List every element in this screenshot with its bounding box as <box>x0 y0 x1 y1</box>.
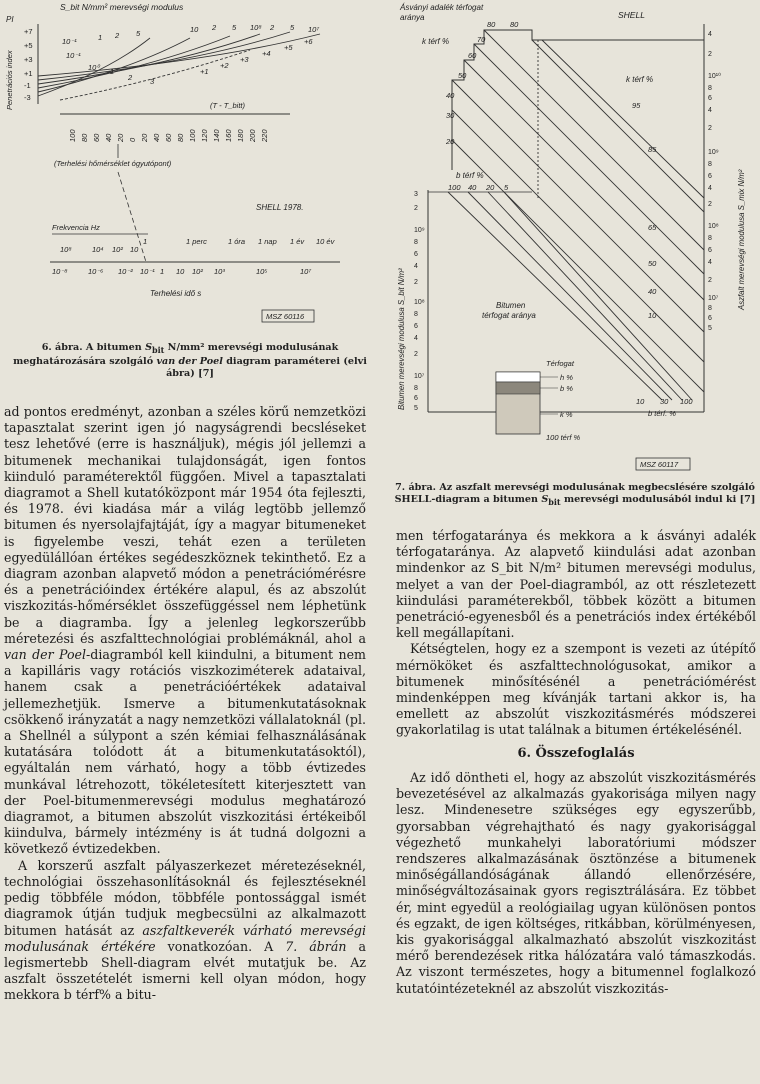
svg-text:1 év: 1 év <box>290 237 305 246</box>
svg-text:140: 140 <box>212 129 221 142</box>
svg-text:10¹⁰: 10¹⁰ <box>708 73 721 80</box>
svg-text:+5: +5 <box>24 41 33 50</box>
svg-text:80: 80 <box>510 20 519 29</box>
svg-text:10: 10 <box>130 245 139 254</box>
right-text-column-top <box>396 528 756 739</box>
svg-text:1: 1 <box>143 237 148 246</box>
svg-text:-3: -3 <box>24 93 31 102</box>
fig6-pi-values <box>24 27 33 102</box>
fig6-freq-ticks <box>60 237 147 254</box>
svg-text:1 perc: 1 perc <box>186 237 207 246</box>
fig7-title-line2: aránya <box>400 13 425 22</box>
fig7-k-label: k térf % <box>422 37 450 46</box>
svg-text:120: 120 <box>200 129 209 142</box>
svg-text:10⁻²: 10⁻² <box>118 267 133 276</box>
svg-text:10⁻⁶: 10⁻⁶ <box>88 267 104 276</box>
fig6-time-markers <box>186 237 336 246</box>
svg-text:10³: 10³ <box>214 267 225 276</box>
svg-text:4: 4 <box>708 107 712 114</box>
svg-text:100: 100 <box>448 183 461 192</box>
svg-text:65: 65 <box>648 223 657 232</box>
fig7-bottom-values <box>636 397 693 406</box>
svg-text:1: 1 <box>110 67 115 76</box>
svg-text:+5: +5 <box>284 43 293 52</box>
svg-text:+4: +4 <box>262 49 271 58</box>
svg-text:50: 50 <box>458 71 467 80</box>
fig7-right-axis-label: Aszfalt merevségi modulusa S_mix N/m² <box>737 169 746 310</box>
svg-text:2: 2 <box>212 23 217 32</box>
svg-text:10⁸: 10⁸ <box>708 223 719 230</box>
svg-text:6: 6 <box>708 247 712 254</box>
right-paragraph-3: Az idő döntheti el, hogy az abszolút viszkozitásmérés bevezetésével az alkalmazás gyakorisága milyen nagy lesz. Mindenesetre szükséges egy egyszerűbb, gyorsabban végrehajtható és nagy gyakorisággal végezhető munkahelyi laboratóriumi módszer rendszeres alkalmazásának ösztönzése a bitumenek minőségállandóságának állandó ellenőrzésére, minőségváltozásainak gyors regisztrálására. Ez többet ér, mint egyedül a reológiailag ugyan különösen pontos és egzakt, de igen költséges, ritkábban, körülményesen, kis gyakorisággal alkalmazható abszolút viszkozitást mérő berendezések ritka hálózatára való támaszkodás. Az viszont természetes, hogy a bitumennel foglalkozó kutatóintézeteknél az abszolút viszkozitás- <box>396 770 756 996</box>
fig6-time-ticks <box>52 267 311 276</box>
svg-text:95: 95 <box>632 101 641 110</box>
fig6-temp-ticks <box>68 129 269 143</box>
svg-text:2: 2 <box>115 31 120 40</box>
fig7-k-top-values <box>445 20 519 146</box>
svg-text:3: 3 <box>414 191 418 198</box>
svg-text:2: 2 <box>708 51 712 58</box>
svg-text:10⁻¹: 10⁻¹ <box>66 51 81 60</box>
svg-text:+3: +3 <box>24 55 33 64</box>
fig7-right-ticks <box>708 31 721 332</box>
svg-text:200: 200 <box>248 129 257 142</box>
fig7-bitumen-label-2: térfogat aránya <box>482 311 536 320</box>
svg-text:10⁻⁸: 10⁻⁸ <box>52 267 68 276</box>
svg-text:40: 40 <box>152 133 161 142</box>
svg-text:6: 6 <box>414 323 418 330</box>
left-paragraph-2: A korszerű aszfalt pályaszerkezet méretezéseknél, technológiai összehasonlításoknál és fejlesztéseknél pedig többféle módon, többféle pontossággal ismét diagramok útján tudjuk megbecsülni az alkalmazott bitumen hatását az aszfaltkeverék várható merevségi modulusának értékére vonatkozóan. A 7. ábrán a legismertebb Shell-diagram elvét mutatjuk be. Az aszfalt összetételét ismerni kell olyan módon, hogy mekkora b térf% a bitu- <box>4 857 366 1003</box>
svg-text:10: 10 <box>636 397 645 406</box>
svg-text:20: 20 <box>446 137 455 146</box>
svg-text:2: 2 <box>414 351 418 358</box>
fig7-left-ticks <box>414 191 425 412</box>
svg-text:+2: +2 <box>220 61 229 70</box>
svg-text:3: 3 <box>150 77 155 86</box>
svg-text:10⁻¹: 10⁻¹ <box>140 267 155 276</box>
figure-6-van-der-poel-diagram <box>0 0 380 340</box>
svg-text:60: 60 <box>468 51 477 60</box>
fig7-k-right-label: k térf % <box>626 75 654 84</box>
fig6-temp-hint: (Terhelési hőmérséklet ógyutópont) <box>54 159 172 168</box>
svg-text:160: 160 <box>224 129 233 142</box>
fig7-diagonal-lines <box>452 30 704 392</box>
svg-text:60: 60 <box>92 133 101 142</box>
fig7-legend-h: h % <box>560 373 573 382</box>
svg-text:80: 80 <box>176 133 185 142</box>
svg-text:10²: 10² <box>192 267 203 276</box>
svg-text:+1: +1 <box>24 69 33 78</box>
svg-text:8: 8 <box>414 239 418 246</box>
svg-text:8: 8 <box>414 311 418 318</box>
svg-text:10 év: 10 év <box>316 237 335 246</box>
right-paragraph-1: men térfogataránya és mekkora a k ásványi adalék térfogataránya. Az alapvető kiindulási adat azonban mindenkor az S_bit N/m² bitumen merevségi modulus, melyet a van der Poel-diagramból, az ott részletezett kiindulási paraméterekből, többek között a bitumen penetráció-egyenesből és a penetrációs index értékéből kell megállapítani. <box>396 528 756 641</box>
svg-text:8: 8 <box>708 85 712 92</box>
svg-text:4: 4 <box>708 31 712 38</box>
svg-text:1: 1 <box>160 267 165 276</box>
fig6-y-axis-label: Penetrációs index <box>5 50 14 110</box>
svg-text:10⁵: 10⁵ <box>256 267 268 276</box>
svg-text:1 óra: 1 óra <box>228 237 246 246</box>
svg-text:6: 6 <box>414 395 418 402</box>
fig7-bitumen-label-1: Bitumen <box>496 301 526 310</box>
svg-text:1: 1 <box>98 33 103 42</box>
svg-text:100: 100 <box>188 129 197 142</box>
fig6-shell-label: SHELL 1978. <box>256 203 304 212</box>
svg-text:2: 2 <box>270 23 275 32</box>
svg-text:8: 8 <box>708 305 712 312</box>
svg-text:60: 60 <box>164 133 173 142</box>
svg-text:10⁷: 10⁷ <box>414 373 425 380</box>
fig6-freq-label: Frekvencia Hz <box>52 223 100 232</box>
fig7-legend-title: Térfogat <box>546 359 574 368</box>
fig6-temp-axis-label: (T - T_bitt) <box>210 101 245 110</box>
svg-text:10⁹: 10⁹ <box>414 227 425 234</box>
svg-text:20: 20 <box>116 133 125 142</box>
fig6-curve-family <box>38 32 320 100</box>
svg-text:50: 50 <box>648 259 657 268</box>
fig7-standard-label: MSZ 60117 <box>640 460 679 469</box>
svg-text:10: 10 <box>648 311 657 320</box>
svg-text:+7: +7 <box>24 27 33 36</box>
svg-text:8: 8 <box>708 161 712 168</box>
fig6-time-axis-label: Terhelési idő s <box>150 289 202 298</box>
right-text-column-bottom <box>396 770 756 997</box>
fig7-shell-label: SHELL <box>618 10 645 20</box>
svg-text:5: 5 <box>290 23 295 32</box>
section-heading-summary: 6. Összefoglalás <box>517 746 635 761</box>
fig7-bottom-label: b térf. % <box>648 409 676 418</box>
svg-text:220: 220 <box>260 129 269 142</box>
svg-text:100: 100 <box>680 397 693 406</box>
figure-7-shell-diagram <box>392 0 758 474</box>
svg-text:10⁹: 10⁹ <box>708 149 719 156</box>
svg-text:40: 40 <box>648 287 657 296</box>
svg-text:10: 10 <box>176 267 185 276</box>
svg-text:+3: +3 <box>240 55 249 64</box>
svg-text:10⁷: 10⁷ <box>308 25 320 34</box>
svg-text:30: 30 <box>446 111 455 120</box>
svg-text:80: 80 <box>487 20 496 29</box>
figure-6-caption: 6. ábra. A bitumen $S_{bit}$ N/mm² merevségi modulusának meghatározására szolgáló van der Poel diagram paraméterei (elvi ábra) [7] <box>13 342 367 379</box>
svg-text:4: 4 <box>414 335 418 342</box>
svg-text:80: 80 <box>80 133 89 142</box>
svg-text:40: 40 <box>104 133 113 142</box>
svg-text:10⁷: 10⁷ <box>708 295 719 302</box>
svg-text:85: 85 <box>648 145 657 154</box>
svg-text:6: 6 <box>708 173 712 180</box>
svg-text:6: 6 <box>414 251 418 258</box>
svg-text:2: 2 <box>414 205 418 212</box>
svg-text:100: 100 <box>68 129 77 142</box>
svg-text:20: 20 <box>486 183 495 192</box>
svg-text:5: 5 <box>232 23 237 32</box>
figure-7-caption: 7. ábra. Az aszfalt merevségi modulusának megbecslésére szolgáló SHELL-diagram a bitumen $S_{bit}$ merevségi modulusából indul ki [7] <box>394 482 756 507</box>
svg-text:0: 0 <box>128 137 137 142</box>
fig7-title-line1: Ásványi adalék térfogat <box>400 3 484 12</box>
svg-text:5: 5 <box>414 405 418 412</box>
svg-text:10⁸: 10⁸ <box>60 245 72 254</box>
svg-text:8: 8 <box>708 235 712 242</box>
svg-text:40: 40 <box>446 91 455 100</box>
svg-text:10⁸: 10⁸ <box>250 23 262 32</box>
svg-text:+6: +6 <box>304 37 313 46</box>
fig7-diag-values <box>632 101 657 320</box>
svg-text:10⁰: 10⁰ <box>88 63 100 72</box>
svg-text:1 nap: 1 nap <box>258 237 277 246</box>
svg-text:+1: +1 <box>200 67 209 76</box>
svg-text:-1: -1 <box>24 81 31 90</box>
svg-text:6: 6 <box>708 95 712 102</box>
right-paragraph-2: Kétségtelen, hogy ez a szempont is vezeti az útépítő mérnököket és aszfalttechnológusokat, amikor a bitumenek minősítésénél a penetrációmérést mindenképpen meg kívánják tartani akkor is, ha emellett az abszolút viszkozitásmérés módszerei gyakorlatilag is utat találnak a bitumen értékelésénél. <box>396 641 756 738</box>
fig7-b-label: b térf % <box>456 171 484 180</box>
svg-text:5: 5 <box>504 183 509 192</box>
svg-text:2: 2 <box>708 277 712 284</box>
svg-text:4: 4 <box>414 263 418 270</box>
svg-text:10⁷: 10⁷ <box>300 267 312 276</box>
svg-text:180: 180 <box>236 129 245 142</box>
svg-text:2: 2 <box>414 279 418 286</box>
svg-text:10: 10 <box>190 25 199 34</box>
svg-text:2: 2 <box>708 125 712 132</box>
fig7-left-axis-label: Bitumen merevségi modulusa S_bit N/m² <box>397 268 406 410</box>
fig6-top-axis-label: S_bit N/mm² merevségi modulus <box>60 2 184 12</box>
svg-text:2: 2 <box>708 201 712 208</box>
svg-text:70: 70 <box>477 35 486 44</box>
svg-text:10⁸: 10⁸ <box>414 299 425 306</box>
svg-text:6: 6 <box>708 315 712 322</box>
svg-text:8: 8 <box>414 385 418 392</box>
fig7-legend-k: k % <box>560 410 573 419</box>
svg-text:5: 5 <box>708 325 712 332</box>
svg-text:40: 40 <box>468 183 477 192</box>
fig7-legend-b: b % <box>560 384 573 393</box>
svg-text:10⁻¹: 10⁻¹ <box>62 37 77 46</box>
svg-text:30: 30 <box>660 397 669 406</box>
fig6-standard-label: MSZ 60116 <box>266 312 305 321</box>
left-paragraph-1: ad pontos eredményt, azonban a széles körű nemzetközi tapasztalat szerint igen jó nagyságrendi becsléseket tesz lehetővé (erre is használjuk), mégis jól jellemzi a bitumenek mechanikai tulajdonságát, igen fontos kiinduló paraméterektől függően. Mivel a tapasztalati diagramot a Shell kutatóközpont már 1954 óta fejleszti, és 1978. évi kiadása már a világ legtöbb jellemző bitumen és nyersolajfajtáját, így a magyar bitumeneket is figyelembe veszi, tehát ezen a területen egyedülállóan értékes segédeszköznek tekinthető. Ez a diagram azonban alapvető módon a penetrációmérésre és a penetrációindex értékére alapul, és az abszolút viszkozitás-hőmérséklet összefüggéssel nem léphetünk be a diagramba. Így a jelenleg legkorszerűbb méretezési és aszfalttechnológiai problémáknál, ahol a van der Poel-diagramból kell kiindulni, a bitument nem a kapilláris vagy rotációs viszkoziméterek adataival, hanem csak a penetrációértékek adataival jellemezhetjük. Ismerve a bitumenkutatásoknak csökkenő irányzatát a nagy nemzetközi vállalatoknál (pl. a Shellnél a súlypont a szén kémiai felhasználásának kutatására tolódott át a bitumenkutatásoktól), egyáltalán nem várható, hogy a több évtizedes munkával létrehozott, tökéletesített kiterjesztett van der Poel-bitumenmerevségi modulus meghatározó diagramot, a bitumen abszolút viszkozitási értékeiből kiindulva, bármely intézmény is át tudná dolgozni a következő évtizedekben. <box>4 404 366 857</box>
fig6-pi-label: PI <box>6 15 14 24</box>
svg-text:4: 4 <box>708 259 712 266</box>
fig7-legend-total: 100 térf % <box>546 433 581 442</box>
svg-text:20: 20 <box>140 133 149 142</box>
svg-text:4: 4 <box>708 185 712 192</box>
left-text-column <box>4 404 366 1004</box>
svg-text:5: 5 <box>136 29 141 38</box>
svg-text:10⁴: 10⁴ <box>92 245 104 254</box>
svg-text:2: 2 <box>128 73 133 82</box>
svg-text:10²: 10² <box>112 245 123 254</box>
